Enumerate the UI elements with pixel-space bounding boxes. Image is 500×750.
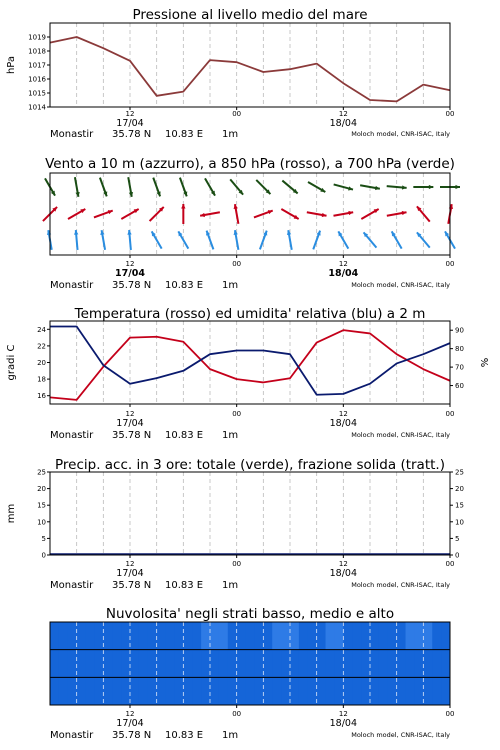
y-tick-label: 24	[37, 325, 46, 334]
model-credit: Moloch model, CNR-ISAC, Italy	[351, 130, 450, 138]
cloud-cell	[326, 677, 335, 705]
cloud-cell	[423, 622, 432, 650]
cloud-cell	[263, 650, 272, 678]
cloud-cell	[246, 650, 255, 678]
precipitation-panel	[6, 457, 464, 591]
cloud-cell	[174, 677, 183, 705]
date-label: 18/04	[329, 418, 358, 429]
arrow-head	[74, 230, 78, 235]
arrow-head	[402, 185, 407, 189]
station-name: Monastir	[50, 730, 94, 741]
cloud-cell	[414, 650, 423, 678]
arrow-head	[183, 191, 187, 196]
x-tick-label: 00	[445, 710, 455, 718]
wind-arrow	[47, 230, 52, 250]
x-tick-label: 00	[445, 110, 455, 118]
plot-frame	[50, 23, 450, 107]
y-tick-label: 25	[37, 468, 46, 477]
cloud-cell	[414, 677, 423, 705]
date-label: 17/04	[116, 568, 144, 579]
cloud-cell	[77, 622, 86, 650]
cloud-cell	[130, 650, 139, 678]
cloud-cell	[281, 622, 290, 650]
cloud-cell	[50, 622, 59, 650]
cloud-cell	[59, 677, 68, 705]
x-tick-label: 00	[445, 260, 455, 268]
cloud-cell	[174, 650, 183, 678]
cloud-cell	[148, 650, 157, 678]
arrow-head	[127, 230, 131, 235]
cloud-cell	[379, 622, 388, 650]
cloud-cell	[148, 622, 157, 650]
panel-title: Pressione al livello medio del mare	[132, 7, 368, 23]
cloud-cell	[50, 677, 59, 705]
station-longitude: 10.83 E	[165, 129, 204, 140]
wind-arrow	[100, 230, 105, 250]
y-tick-label: 18	[37, 375, 46, 384]
cloud-cell	[77, 650, 86, 678]
cloud-cell	[308, 622, 317, 650]
y-tick-label: 80	[455, 345, 464, 354]
pressure-panel	[6, 7, 454, 140]
cloud-cell	[432, 650, 441, 678]
cloud-cell	[192, 650, 201, 678]
y-tick-label: 1015	[28, 89, 46, 98]
cloud-cell	[68, 650, 77, 678]
x-tick-label: 12	[125, 710, 135, 718]
station-altitude: 1m	[222, 580, 239, 591]
arrow-head	[103, 191, 107, 196]
x-tick-label: 12	[125, 560, 135, 568]
cloud-cell	[219, 650, 228, 678]
cloud-cell	[254, 650, 263, 678]
cloud-cell	[406, 677, 415, 705]
y-tick-label: 22	[37, 342, 46, 351]
cloud-cell	[86, 677, 95, 705]
cloud-cell	[334, 650, 343, 678]
arrow-head	[429, 185, 434, 189]
cloud-cell	[183, 677, 192, 705]
cloud-cell	[130, 677, 139, 705]
cloud-cell	[317, 650, 326, 678]
date-label: 18/04	[329, 568, 358, 579]
panel-title: Nuvolosita' negli strati basso, medio e alto	[105, 606, 395, 622]
arrow-head	[268, 210, 273, 214]
y-tick-label: 1016	[28, 75, 46, 84]
station-altitude: 1m	[222, 280, 239, 291]
wind-arrow	[234, 230, 239, 250]
cloud-cell	[290, 677, 299, 705]
cloud-cell	[228, 622, 237, 650]
cloud-cell	[334, 677, 343, 705]
cloud-cell	[130, 622, 139, 650]
cloud-cell	[166, 622, 175, 650]
cloud-cell	[103, 622, 112, 650]
cloud-cell	[166, 677, 175, 705]
cloud-cell	[432, 622, 441, 650]
date-label: 18/04	[329, 118, 358, 129]
arrow-head	[317, 231, 321, 236]
cloud-cell	[379, 650, 388, 678]
cloud-cell	[219, 677, 228, 705]
temperature-panel	[6, 306, 491, 441]
wind-arrow	[75, 177, 80, 197]
cloud-cell	[237, 677, 246, 705]
station-name: Monastir	[50, 280, 94, 291]
y-tick-label: 25	[455, 468, 464, 477]
cloud-cell	[352, 622, 361, 650]
x-tick-label: 00	[232, 410, 242, 418]
wind-arrow	[181, 204, 185, 224]
cloud-cell	[228, 677, 237, 705]
cloud-cell	[423, 677, 432, 705]
cloud-cell	[157, 677, 166, 705]
cloud-cell	[299, 677, 308, 705]
cloud-cell	[388, 622, 397, 650]
pressure-line	[50, 37, 450, 101]
cloud-cell	[112, 622, 121, 650]
cloud-cell	[94, 650, 103, 678]
x-tick-label: 00	[445, 560, 455, 568]
arrow-head	[455, 185, 460, 189]
cloud-cell	[263, 622, 272, 650]
y-axis-label: mm	[6, 503, 17, 524]
y-tick-label: 16	[37, 392, 46, 401]
cloud-cell	[290, 622, 299, 650]
cloud-cell	[157, 650, 166, 678]
cloud-cell	[139, 622, 148, 650]
y-tick-label: 10	[455, 518, 464, 527]
date-label: 18/04	[328, 268, 359, 279]
cloud-cell	[228, 650, 237, 678]
cloud-cell	[272, 650, 281, 678]
model-credit: Moloch model, CNR-ISAC, Italy	[351, 581, 450, 589]
x-tick-label: 12	[125, 410, 135, 418]
y-tick-label: 10	[37, 518, 46, 527]
cloud-cell	[94, 622, 103, 650]
plot-frame	[50, 472, 450, 555]
arrow-head	[108, 210, 113, 214]
x-tick-label: 00	[232, 260, 242, 268]
station-altitude: 1m	[222, 129, 239, 140]
cloud-cell	[441, 677, 450, 705]
cloud-cell	[423, 650, 432, 678]
cloud-cell	[210, 622, 219, 650]
cloud-cell	[139, 677, 148, 705]
y-tick-label: 20	[37, 359, 46, 367]
temperature-line	[50, 330, 450, 400]
wind-arrow	[74, 230, 78, 250]
x-tick-label: 12	[125, 110, 135, 118]
panel-title: Precip. acc. in 3 ore: totale (verde), frazione solida (tratt.)	[55, 457, 445, 473]
cloud-cell	[317, 622, 326, 650]
cloud-cell	[441, 622, 450, 650]
cloud-cell	[210, 650, 219, 678]
cloud-cell	[326, 622, 335, 650]
x-tick-label: 00	[445, 410, 455, 418]
station-name: Monastir	[50, 430, 94, 441]
x-tick-label: 12	[338, 110, 348, 118]
wind-panel	[43, 156, 460, 291]
x-tick-label: 12	[338, 260, 348, 268]
date-label: 18/04	[329, 718, 358, 729]
cloud-cell	[388, 677, 397, 705]
y-tick-label: 15	[455, 501, 464, 510]
cloud-cell	[201, 650, 210, 678]
cloud-cell	[361, 650, 370, 678]
cloud-cell	[352, 650, 361, 678]
date-label: 17/04	[115, 268, 145, 279]
cloud-cell	[379, 677, 388, 705]
y-axis-label: hPa	[6, 55, 17, 75]
model-credit: Moloch model, CNR-ISAC, Italy	[351, 431, 450, 439]
cloud-cell	[370, 622, 379, 650]
cloud-cell	[281, 650, 290, 678]
cloud-cell	[166, 650, 175, 678]
station-latitude: 35.78 N	[112, 430, 152, 441]
cloud-cell	[308, 677, 317, 705]
station-longitude: 10.83 E	[165, 280, 204, 291]
cloud-cell	[59, 622, 68, 650]
cloud-cell	[112, 677, 121, 705]
cloud-cell	[183, 622, 192, 650]
cloud-cell	[272, 622, 281, 650]
cloud-cell	[157, 622, 166, 650]
station-latitude: 35.78 N	[112, 730, 152, 741]
y-tick-label: 5	[41, 534, 46, 543]
cloud-cell	[121, 677, 130, 705]
y-tick-label: 1014	[28, 103, 46, 112]
y-axis-label-right: %	[480, 357, 491, 368]
date-label: 17/04	[116, 718, 144, 729]
station-latitude: 35.78 N	[112, 280, 152, 291]
station-longitude: 10.83 E	[165, 430, 204, 441]
x-tick-label: 00	[232, 710, 242, 718]
station-longitude: 10.83 E	[165, 580, 204, 591]
arrow-head	[206, 231, 210, 236]
cloud-cell	[112, 650, 121, 678]
cloud-cell	[68, 622, 77, 650]
cloud-cell	[68, 677, 77, 705]
cloud-cell	[192, 677, 201, 705]
cloud-cell	[77, 677, 86, 705]
cloud-cell	[148, 677, 157, 705]
cloud-cell	[219, 622, 228, 650]
y-tick-label: 1019	[28, 33, 46, 42]
cloud-cell	[94, 677, 103, 705]
model-credit: Moloch model, CNR-ISAC, Italy	[351, 731, 450, 739]
cloud-cell	[432, 677, 441, 705]
cloud-cell	[406, 622, 415, 650]
y-tick-label: 0	[41, 551, 46, 560]
x-tick-label: 00	[232, 110, 242, 118]
wind-arrow	[128, 177, 133, 197]
cloud-cell	[326, 650, 335, 678]
cloud-cell	[59, 650, 68, 678]
cloud-cell	[192, 622, 201, 650]
arrow-head	[263, 231, 267, 236]
x-tick-label: 00	[232, 560, 242, 568]
station-name: Monastir	[50, 129, 94, 140]
y-tick-label: 20	[455, 485, 464, 494]
cloud-cell	[343, 650, 352, 678]
y-tick-label: 5	[455, 534, 460, 543]
cloud-cell	[50, 650, 59, 678]
station-latitude: 35.78 N	[112, 580, 152, 591]
arrow-head	[181, 204, 185, 209]
cloud-cell	[86, 622, 95, 650]
cloud-cell	[397, 677, 406, 705]
y-tick-label: 20	[37, 485, 46, 494]
y-tick-label: 70	[455, 363, 464, 372]
cloud-cell	[103, 650, 112, 678]
cloud-cell	[352, 677, 361, 705]
y-tick-label: 90	[455, 326, 464, 335]
cloud-cell	[361, 622, 370, 650]
y-tick-label: 60	[455, 382, 464, 391]
y-tick-label: 0	[455, 551, 460, 560]
arrow-head	[157, 191, 161, 196]
station-longitude: 10.83 E	[165, 730, 204, 741]
plot-frame	[50, 321, 450, 404]
cloud-cell	[201, 677, 210, 705]
cloud-cell	[441, 650, 450, 678]
cloud-cell	[121, 622, 130, 650]
cloud-cell	[414, 622, 423, 650]
cloud-cell	[299, 622, 308, 650]
model-credit: Moloch model, CNR-ISAC, Italy	[351, 281, 450, 289]
cloud-cell	[397, 622, 406, 650]
cloud-cell	[361, 677, 370, 705]
cloud-cell	[139, 650, 148, 678]
x-tick-label: 12	[338, 560, 348, 568]
y-tick-label: 1017	[28, 61, 46, 70]
cloud-cell	[86, 650, 95, 678]
station-altitude: 1m	[222, 430, 239, 441]
cloud-cell	[246, 622, 255, 650]
cloud-cell	[317, 677, 326, 705]
cloud-cell	[370, 650, 379, 678]
cloud-cell	[183, 650, 192, 678]
wind-arrow	[127, 230, 131, 250]
cloud-cell	[237, 650, 246, 678]
x-tick-label: 12	[125, 260, 135, 268]
cloud-cell	[254, 622, 263, 650]
y-tick-label: 1018	[28, 47, 46, 56]
cloud-cell	[343, 622, 352, 650]
cloud-cell	[397, 650, 406, 678]
station-altitude: 1m	[222, 730, 239, 741]
cloud-cell	[290, 650, 299, 678]
panel-title: Vento a 10 m (azzurro), a 850 hPa (rosso), a 700 hPa (verde)	[45, 156, 455, 172]
date-label: 17/04	[116, 118, 144, 129]
cloud-cell	[299, 650, 308, 678]
cloud-cell	[370, 677, 379, 705]
panel-title: Temperatura (rosso) ed umidita' relativa (blu) a 2 m	[74, 306, 426, 322]
cloud-cell	[263, 677, 272, 705]
cloud-cell	[308, 650, 317, 678]
cloud-cell	[334, 622, 343, 650]
cloud-cell	[121, 650, 130, 678]
cloud-cell	[343, 677, 352, 705]
cloud-cell	[237, 622, 246, 650]
cloud-cell	[406, 650, 415, 678]
station-latitude: 35.78 N	[112, 129, 152, 140]
plot-frame	[50, 173, 450, 255]
cloud-cell	[281, 677, 290, 705]
cloud-cell	[201, 622, 210, 650]
station-name: Monastir	[50, 580, 94, 591]
cloud-cell	[210, 677, 219, 705]
y-tick-label: 15	[37, 501, 46, 510]
cloud-cell	[103, 677, 112, 705]
cloud-cell	[272, 677, 281, 705]
wind-arrow	[448, 204, 453, 224]
wind-arrow	[287, 230, 292, 250]
cloud-cell	[246, 677, 255, 705]
cloud-cell	[174, 622, 183, 650]
y-axis-label: gradi C	[6, 344, 17, 381]
x-tick-label: 12	[338, 710, 348, 718]
wind-arrow	[234, 204, 239, 224]
cloud-cell	[254, 677, 263, 705]
x-tick-label: 12	[338, 410, 348, 418]
cloud-cell	[388, 650, 397, 678]
date-label: 17/04	[116, 418, 144, 429]
cloud-panel	[50, 606, 454, 741]
